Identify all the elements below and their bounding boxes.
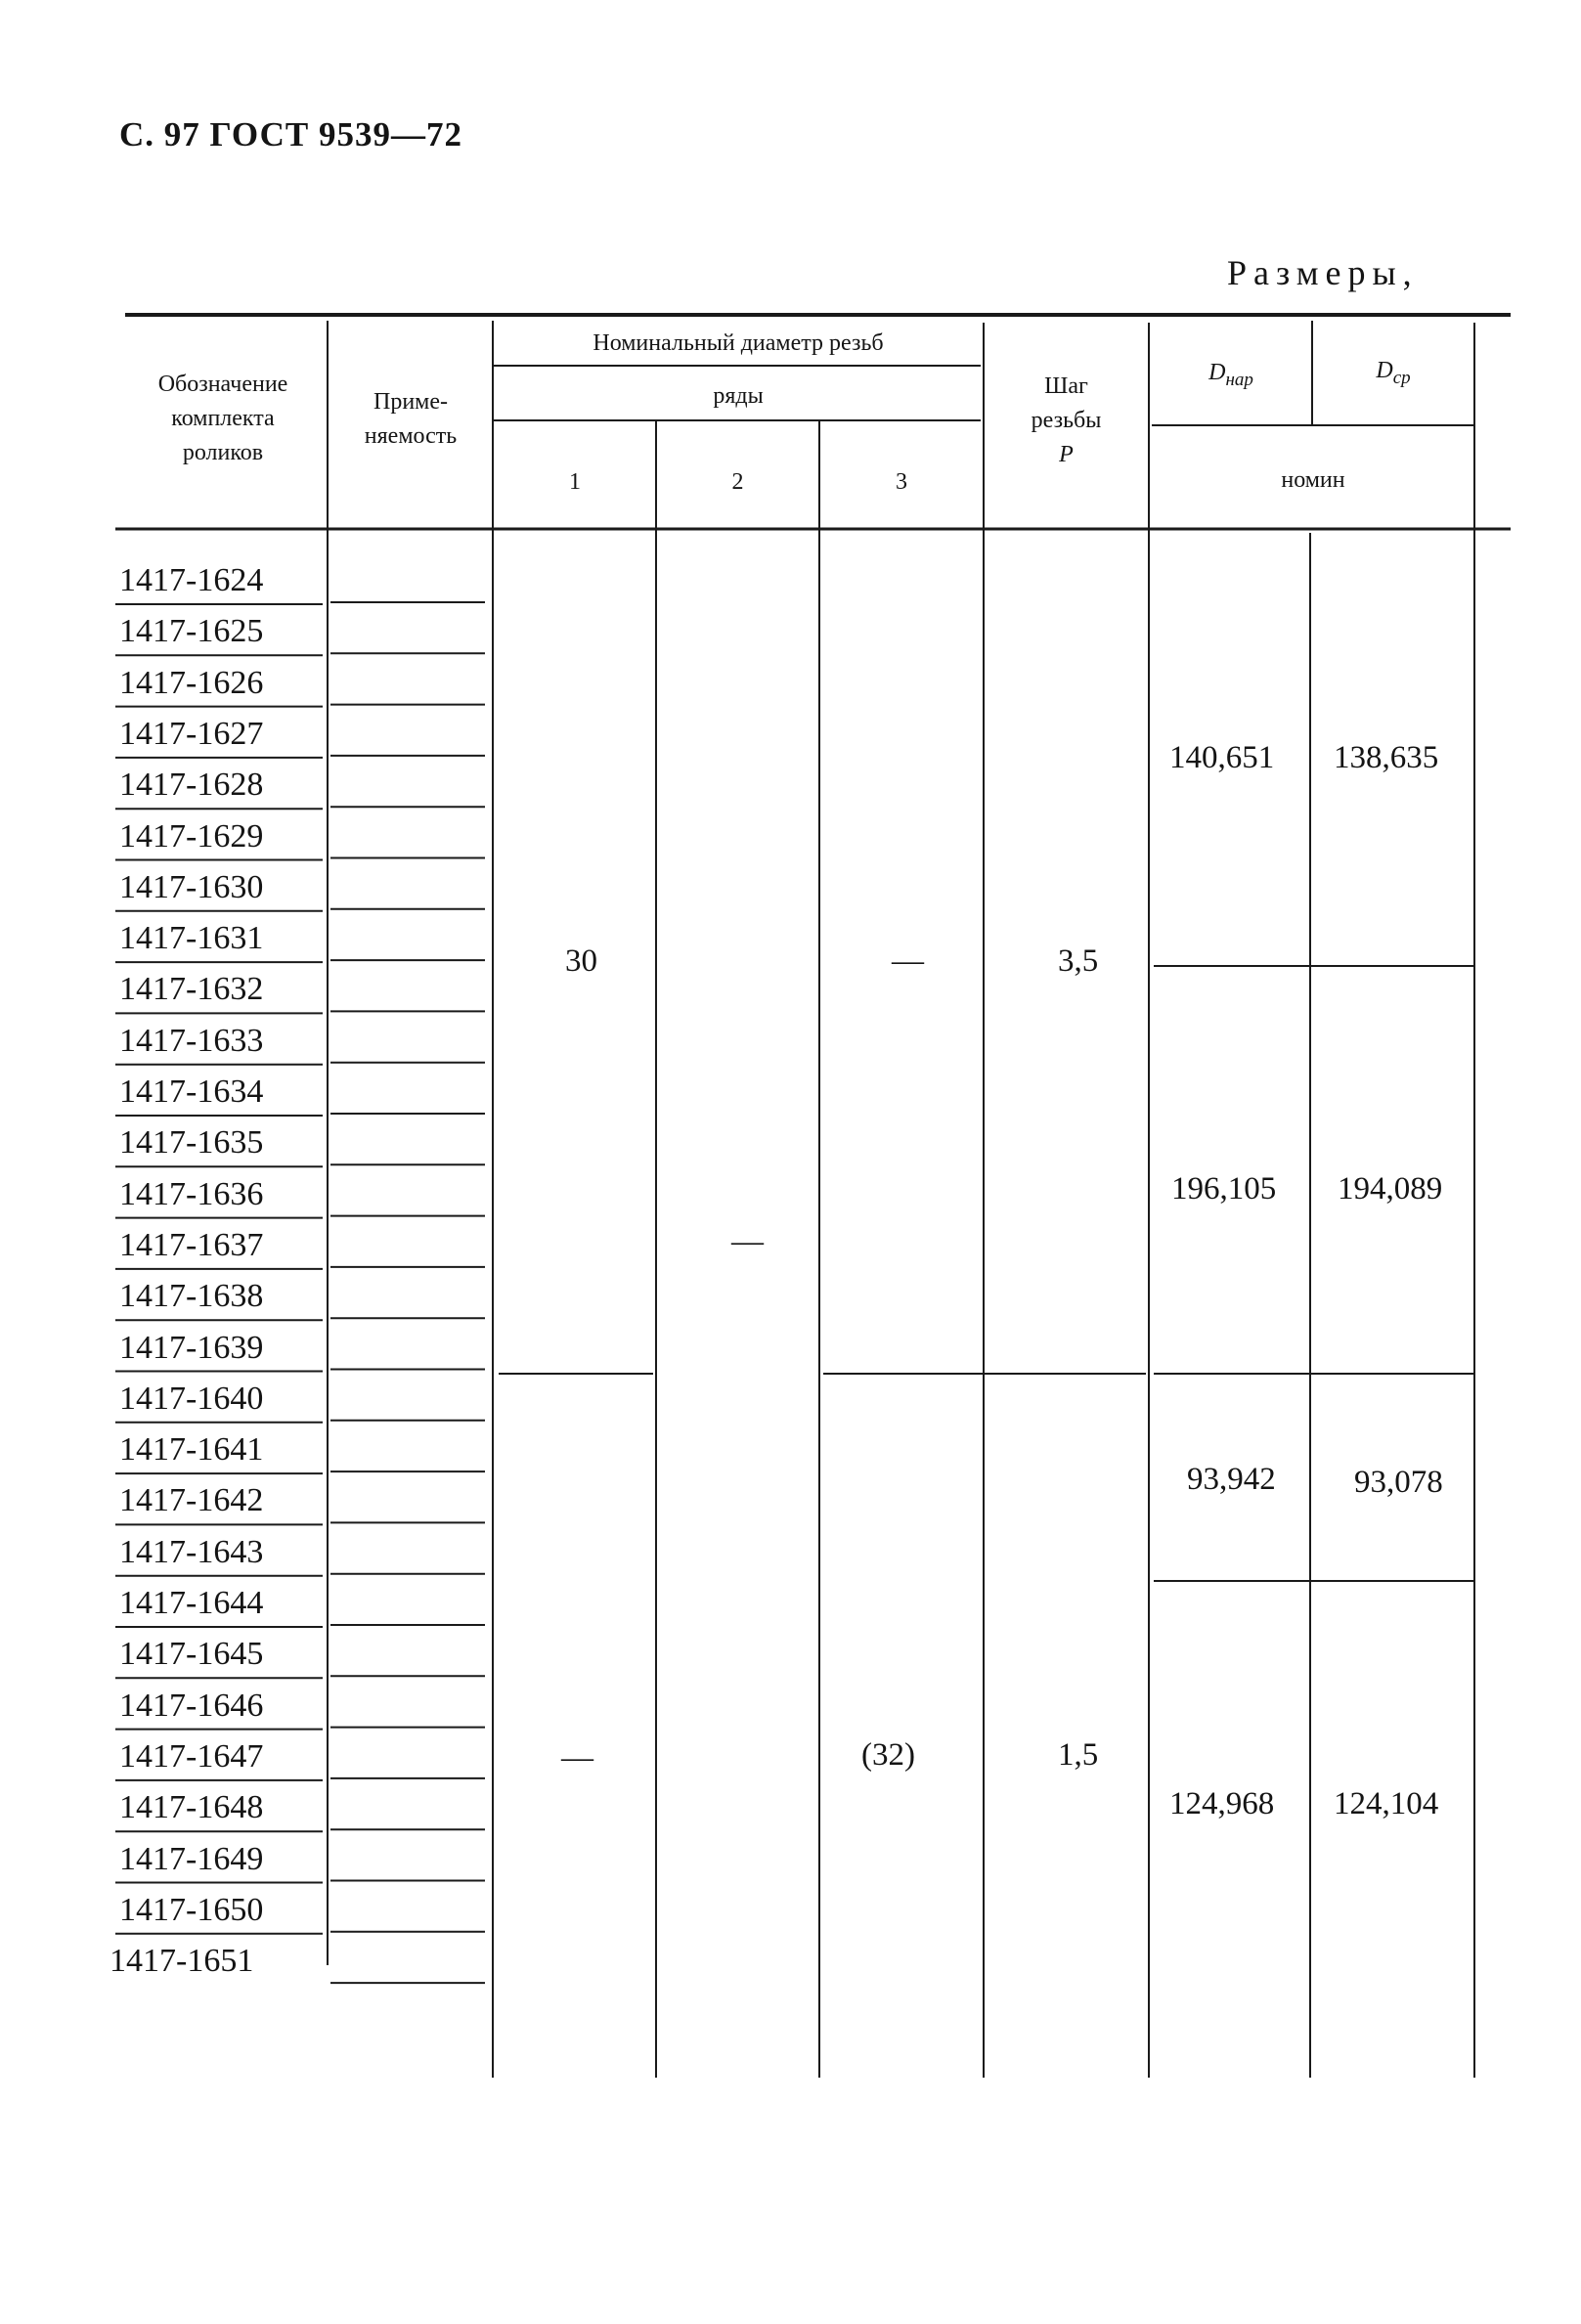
designation-code: 1417-1640 <box>119 1380 264 1417</box>
designation-code: 1417-1646 <box>119 1687 264 1724</box>
designation-code: 1417-1632 <box>119 971 264 1008</box>
row2-value: — <box>731 1224 764 1259</box>
designation-code: 1417-1626 <box>119 664 264 701</box>
row1-value-a: 30 <box>565 943 597 979</box>
designation-code: 1417-1636 <box>119 1175 264 1212</box>
designation-code: 1417-1648 <box>119 1789 264 1826</box>
d-outer-value: 93,942 <box>1187 1462 1276 1497</box>
designation-code: 1417-1635 <box>119 1124 264 1162</box>
row1-value-b: — <box>561 1740 593 1776</box>
d-outer-value: 124,968 <box>1169 1786 1275 1821</box>
designation-code: 1417-1629 <box>119 817 264 855</box>
designation-code: 1417-1645 <box>119 1636 264 1673</box>
designation-code: 1417-1638 <box>119 1278 264 1315</box>
d-outer-header: $D_{нар}$ <box>1208 360 1253 390</box>
designation-code: 1417-1637 <box>119 1226 264 1263</box>
designation-code: 1417-1627 <box>119 715 264 752</box>
nominal-diameter-header: Номинальный диаметр резьб <box>593 330 884 356</box>
d-mean-value: 194,089 <box>1338 1171 1443 1206</box>
pitch-header: Шаг резьбы P <box>1031 373 1102 467</box>
d-outer-value: 196,105 <box>1171 1171 1277 1206</box>
row3-value-b: (32) <box>861 1737 915 1773</box>
d-mean-value: 138,635 <box>1334 740 1439 775</box>
designation-code: 1417-1651 <box>110 1943 254 1980</box>
pitch-value-a: 3,5 <box>1058 943 1099 979</box>
row1-header: 1 <box>569 469 581 495</box>
designation-code: 1417-1650 <box>119 1891 264 1928</box>
designation-code: 1417-1644 <box>119 1585 264 1621</box>
designation-code: 1417-1642 <box>119 1482 264 1519</box>
designation-code: 1417-1625 <box>119 613 264 650</box>
designation-code: 1417-1630 <box>119 868 264 905</box>
designation-code: 1417-1624 <box>119 562 264 598</box>
d-mean-header: $D_{ср}$ <box>1376 358 1411 388</box>
row3-header: 3 <box>896 469 907 495</box>
designation-code: 1417-1631 <box>119 920 264 957</box>
nominal-header: номин <box>1281 467 1345 493</box>
designation-header: Обозначение комплекта роликов <box>157 372 288 465</box>
page-header: С. 97 ГОСТ 9539—72 <box>119 115 462 153</box>
designation-code: 1417-1649 <box>119 1840 264 1877</box>
designation-code: 1417-1633 <box>119 1022 264 1059</box>
designation-code: 1417-1643 <box>119 1533 264 1570</box>
designation-code: 1417-1639 <box>119 1329 264 1366</box>
designation-code: 1417-1641 <box>119 1431 264 1469</box>
rows-header: ряды <box>713 383 764 409</box>
pitch-value-b: 1,5 <box>1058 1737 1099 1773</box>
designation-code: 1417-1628 <box>119 767 264 804</box>
designation-code: 1417-1647 <box>119 1737 264 1775</box>
designation-code: 1417-1634 <box>119 1074 264 1110</box>
d-outer-value: 140,651 <box>1169 740 1275 775</box>
row3-value-a: — <box>892 943 924 979</box>
d-mean-value: 124,104 <box>1334 1786 1439 1821</box>
units-note: Размеры, <box>1227 253 1419 292</box>
applicability-header: Приме- няемость <box>364 389 458 449</box>
d-mean-value: 93,078 <box>1354 1465 1443 1500</box>
row2-header: 2 <box>731 469 744 495</box>
